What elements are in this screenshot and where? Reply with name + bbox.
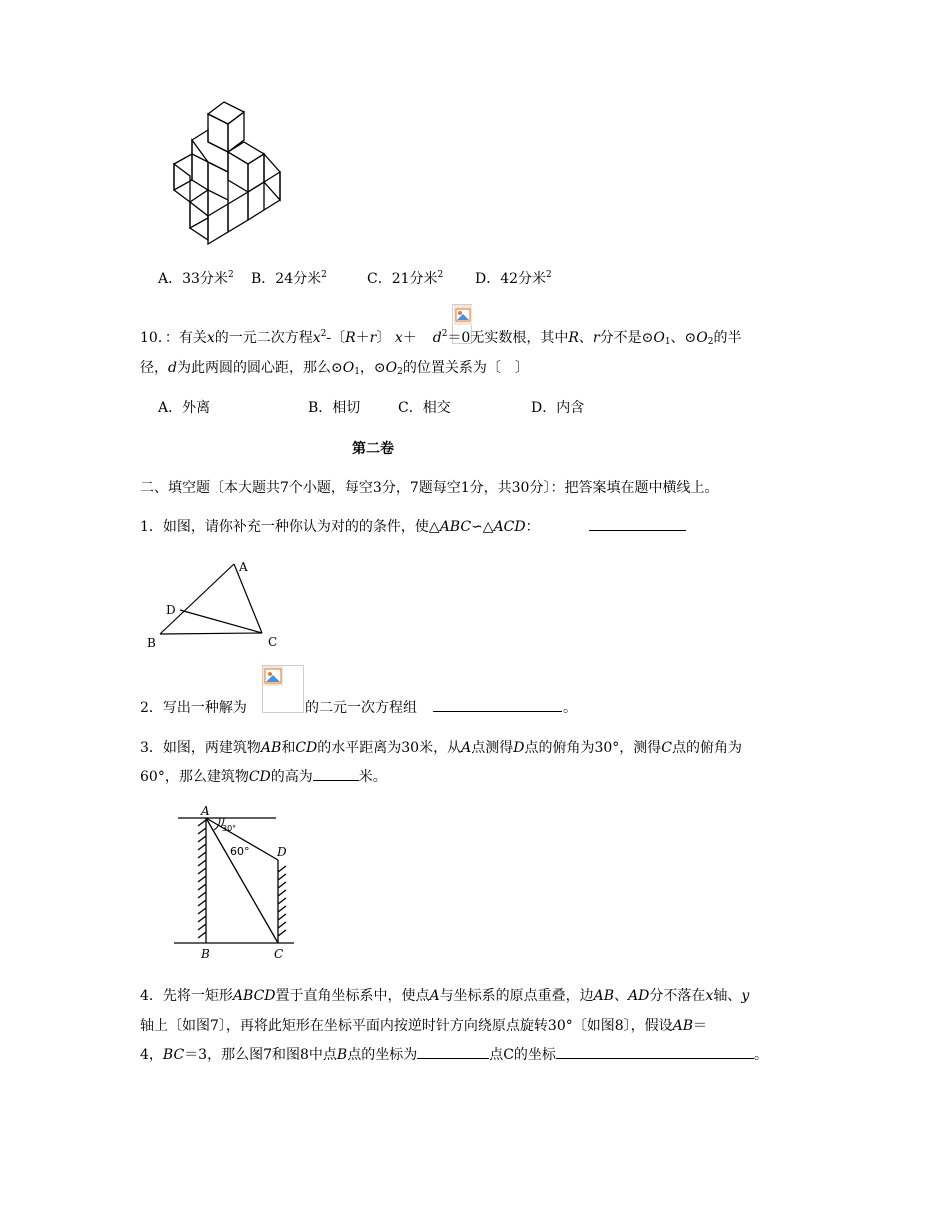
- buildings-figure: [170, 804, 298, 964]
- broken-image-icon: [453, 305, 473, 325]
- cube-stack-figure: [168, 98, 286, 250]
- q10-option-b: B．相切: [308, 400, 361, 416]
- fill-question-4-line-1: 4．先将一矩形ABCD置于直角坐标系中，使点A与坐标系的原点重叠，边AB、AD分不落在x轴、y: [140, 988, 750, 1004]
- section2-header: 二、填空题〔本大题共7个小题，每空3分，7题每空1分，共30分〕：把答案填在题中横线上。: [140, 480, 719, 496]
- fill-3-answer-blank[interactable]: [313, 766, 359, 781]
- fill-4-c-answer-blank[interactable]: [556, 1044, 754, 1059]
- point-d-label: D: [277, 845, 287, 859]
- q9-option-b: B．24分米$^2$: [251, 270, 327, 287]
- point-c-label: C: [274, 947, 284, 961]
- point-b-label: B: [201, 947, 210, 961]
- angle-30-label: 30°: [222, 824, 237, 833]
- fill-question-4-line-3: 4，BC＝3，那么图7和图8中点B点的坐标为 点C的坐标 。: [140, 1044, 768, 1064]
- fill-2-answer-blank[interactable]: [433, 697, 562, 712]
- fill-question-3-line-2: 60°，那么建筑物CD的高为 米。: [140, 766, 387, 786]
- broken-image-icon: [263, 666, 283, 686]
- point-a-label: A: [201, 804, 210, 818]
- label-a: A: [239, 560, 248, 574]
- fill-question-4-line-2: 轴上〔如图7〕，再将此矩形在坐标平面内按逆时针方向绕原点旋转30°〔如图8〕，假设AB＝: [140, 1018, 708, 1034]
- label-d: D: [166, 603, 176, 617]
- fill-question-1: 1．如图，请你补充一种你认为对的的条件，使△ABC∽△ACD：: [140, 519, 540, 535]
- label-c: C: [268, 635, 278, 649]
- solution-image-placeholder: [262, 665, 304, 713]
- q9-option-a: A．33分米$^2$: [158, 270, 234, 287]
- label-b: B: [147, 636, 156, 650]
- q10-line-2: 径，d为此两圆的圆心距，那么$⊙O_1$，$⊙O_2$的位置关系为〔 〕: [140, 360, 529, 377]
- fill-question-2-c: 。: [563, 700, 577, 716]
- q10-line-1: 10．：有关x的一元二次方程$x^2-$〔R＋r〕 $x+ d^2=0$无实数根，其中R、r分不是$⊙O_1$、$⊙O_2$的半: [140, 329, 742, 347]
- triangle-abc-figure: [138, 558, 288, 652]
- q9-option-d: D．42分米$^2$: [475, 270, 552, 287]
- angle-60-label: 60°: [230, 845, 250, 858]
- q10-option-d: D．内含: [531, 400, 585, 416]
- fill-question-2-a: 2．写出一种解为: [140, 700, 247, 716]
- fill-question-3-line-1: 3．如图，两建筑物AB和CD的水平距离为30米，从A点测得D点的俯角为30°，测得C点的俯角为: [140, 740, 742, 756]
- fill-1-answer-blank[interactable]: [589, 516, 686, 531]
- fill-question-2-b: 的二元一次方程组: [305, 700, 417, 716]
- fill-4-b-answer-blank[interactable]: [417, 1044, 489, 1059]
- q10-option-c: C．相交: [398, 400, 451, 416]
- part2-title: 第二卷: [352, 441, 394, 457]
- q9-option-c: C．21分米$^2$: [367, 270, 444, 287]
- q10-option-a: A．外离: [158, 400, 211, 416]
